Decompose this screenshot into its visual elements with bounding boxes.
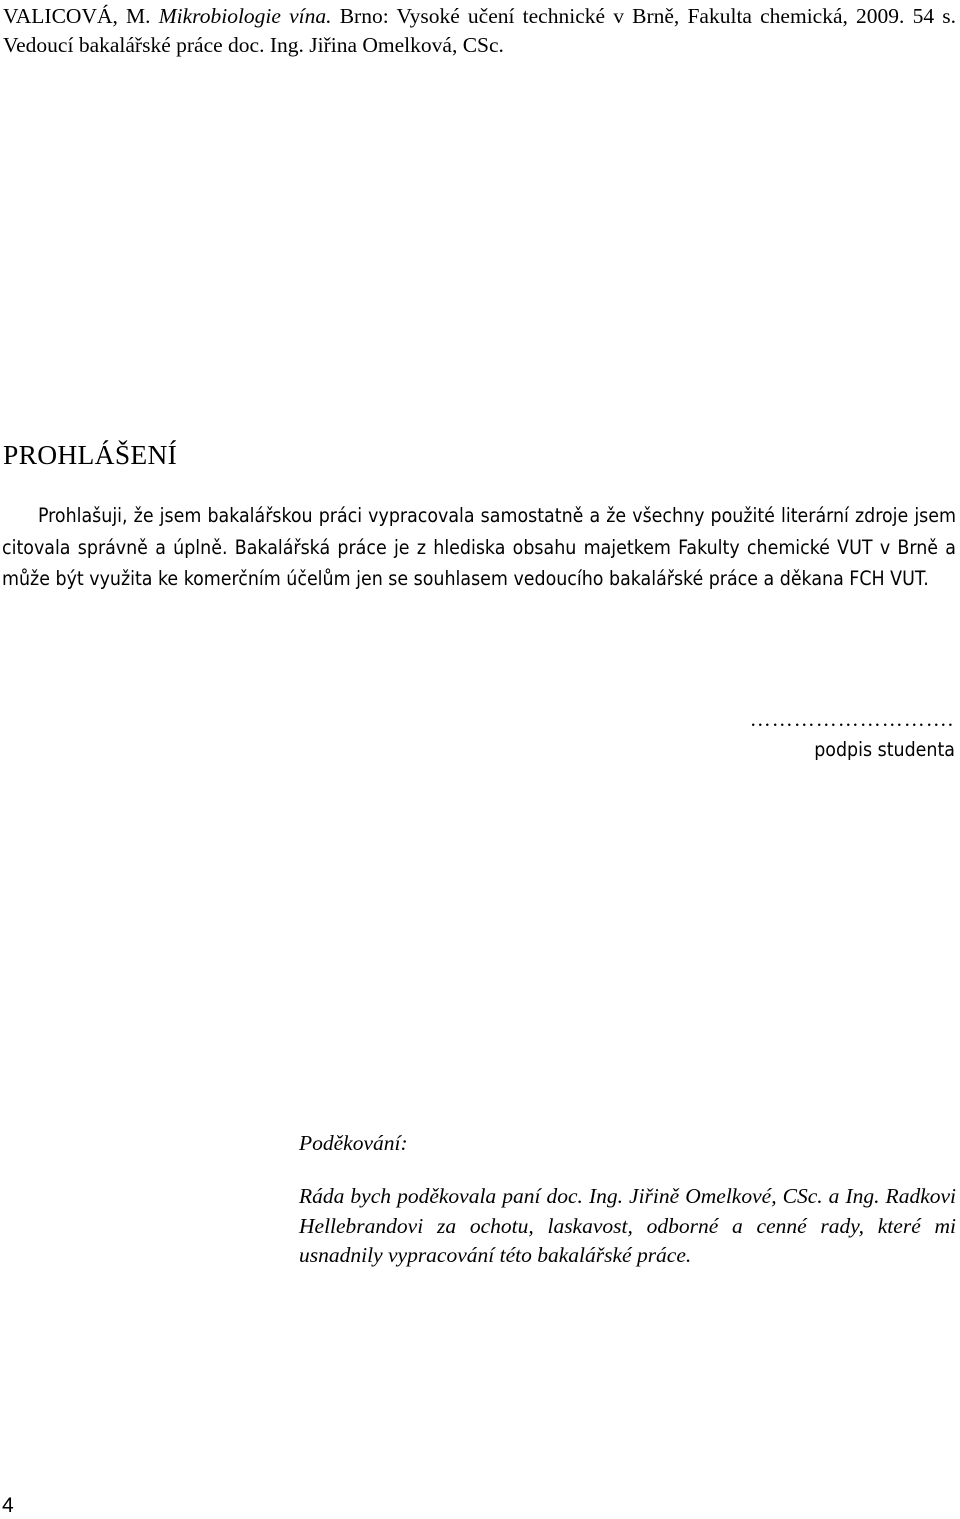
declaration-heading: PROHLÁŠENÍ [3,439,178,470]
signature-label: podpis studenta [814,738,955,761]
citation-authors: VALICOVÁ, M. [3,4,151,28]
bibliographic-citation [3,2,956,60]
declaration-text-block [2,500,956,595]
citation-title: Mikrobiologie vína. [158,4,332,28]
acknowledgement-text: Ráda bych poděkovala paní doc. Ing. Jiřině Omelkové, CSc. a Ing. Radkovi Hellebrandovi za ochotu, laskavost, odborné a cenné rady, které mi usnadnily vypracování této bakalářské práce. [299,1184,956,1268]
page-number: 4 [2,1494,14,1517]
signature-line: ………………………. [749,707,954,731]
citation-details: Brno: Vysoké učení technické v Brně, Fakulta chemická, 2009. 54 s. Vedoucí bakalářské práce doc. Ing. Jiřina Omelková, CSc. [3,4,957,57]
declaration-text: Prohlašuji, že jsem bakalářskou práci vypracovala samostatně a že všechny použité literární zdroje jsem citovala správně a úplně. Bakalářská práce je z hlediska obsahu majetkem Fakulty chemické VUT v Brně a může být využita ke komerčním účelům jen se souhlasem vedoucího bakalářské práce a děkana FCH VUT. [2,504,956,590]
acknowledgement-heading: Poděkování: [299,1131,408,1155]
